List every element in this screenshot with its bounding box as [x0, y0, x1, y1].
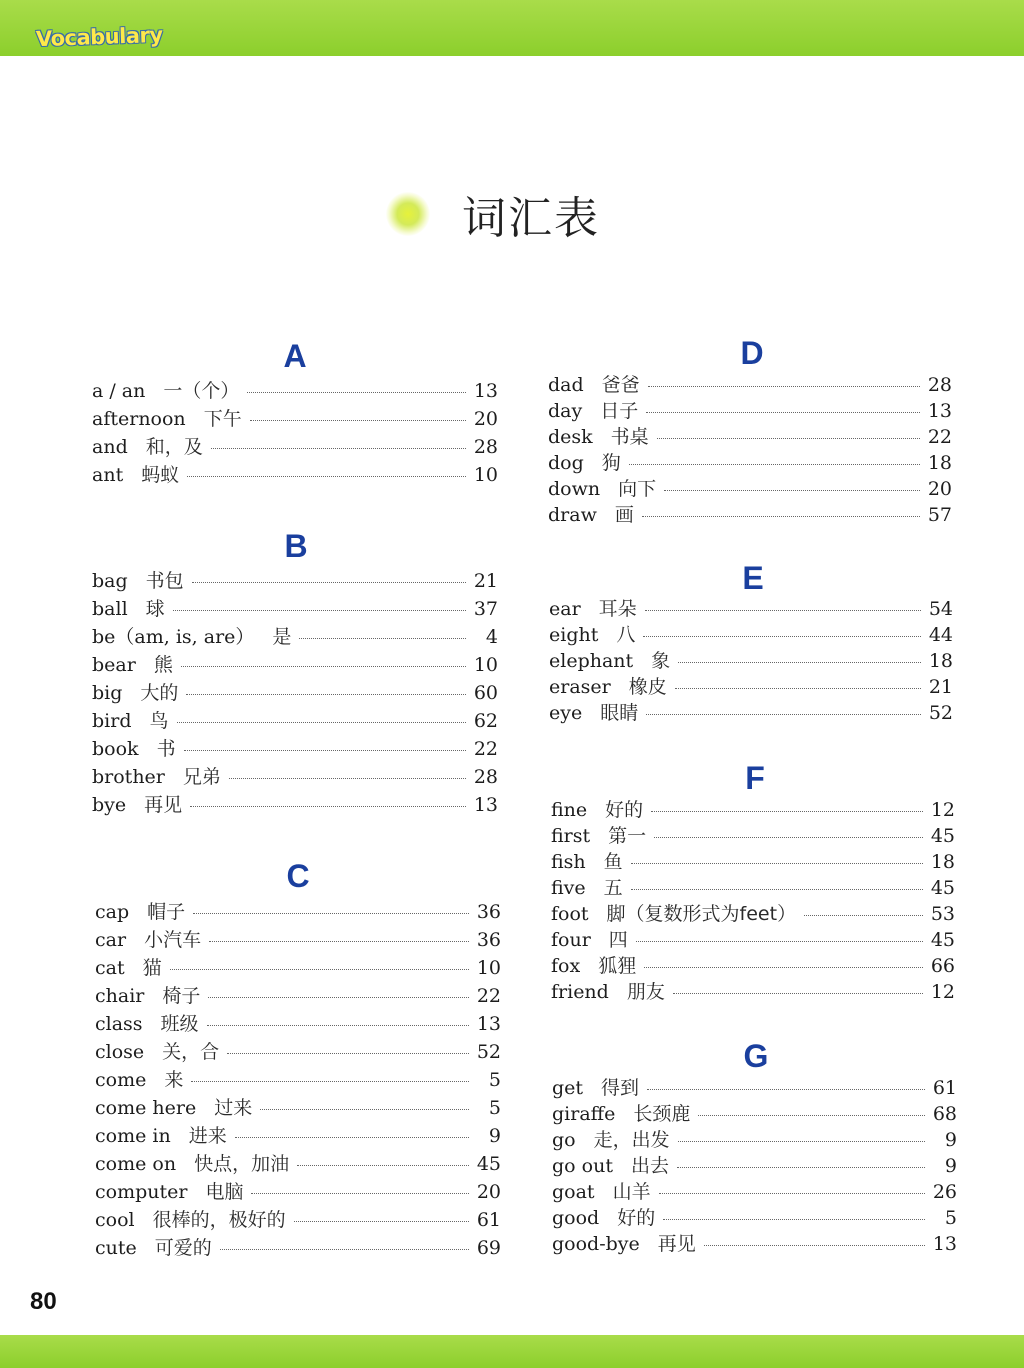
entry-translation: 朋友 [626, 981, 665, 1003]
entry-page-number: 20 [473, 408, 498, 430]
dot-leader [646, 713, 921, 715]
entry-page-number: 13 [927, 400, 952, 422]
vocab-entry [548, 396, 952, 422]
entry-translation: 进来 [188, 1125, 227, 1147]
dot-leader [629, 463, 920, 465]
entry-word: brother [92, 766, 165, 788]
entry-translation: 可爱的 [154, 1237, 212, 1259]
vocab-entry [95, 897, 501, 923]
dot-leader [657, 437, 920, 439]
entry-page-number: 45 [476, 1153, 501, 1175]
entry-translation: 小汽车 [144, 929, 202, 951]
entry-word: eye [549, 702, 583, 724]
entry-translation: 和，及 [145, 436, 203, 458]
entry-word: cap [95, 901, 130, 923]
entry-page-number: 21 [473, 570, 498, 592]
vocab-entry [552, 1177, 957, 1203]
vocab-entry [95, 1037, 501, 1063]
vocab-entry [549, 672, 953, 698]
entry-page-number: 54 [928, 598, 953, 620]
dot-leader [170, 968, 469, 970]
entry-page-number: 13 [473, 794, 498, 816]
dot-leader [654, 836, 923, 838]
entry-translation: 好的 [617, 1207, 656, 1229]
dot-leader [299, 637, 466, 639]
entry-translation: 蚂蚁 [141, 464, 180, 486]
dot-leader [177, 721, 467, 723]
entry-translation: 大的 [140, 682, 179, 704]
entry-word: come on [95, 1153, 177, 1175]
entry-page-number: 9 [944, 1129, 957, 1151]
entry-page-number: 45 [930, 877, 955, 899]
entry-word: cool [95, 1209, 135, 1231]
entry-translation: 好的 [605, 799, 644, 821]
dot-leader [678, 661, 921, 663]
entry-word: big [92, 682, 123, 704]
entry-word: bye [92, 794, 127, 816]
entry-page-number: 36 [476, 929, 501, 951]
entry-word: get [552, 1077, 584, 1099]
entry-word: bag [92, 570, 128, 592]
entry-word: a / an [92, 380, 146, 402]
page-number: 80 [30, 1288, 57, 1315]
entry-page-number: 13 [932, 1233, 957, 1255]
entry-word: eight [549, 624, 599, 646]
entry-translation: 四 [608, 929, 628, 951]
entry-page-number: 18 [928, 650, 953, 672]
dot-leader [704, 1244, 925, 1246]
entry-word: go [552, 1129, 576, 1151]
dot-leader [191, 1080, 469, 1082]
entry-translation: 长颈鹿 [633, 1103, 691, 1125]
entry-translation: 得到 [601, 1077, 640, 1099]
entry-page-number: 45 [930, 825, 955, 847]
entry-word: dad [548, 374, 584, 396]
entry-page-number: 9 [944, 1155, 957, 1177]
entry-word: fine [551, 799, 588, 821]
entry-translation: 电脑 [205, 1181, 244, 1203]
entry-translation: 来 [164, 1069, 184, 1091]
entry-translation: 猫 [142, 957, 162, 979]
section-letter-g: G [743, 1038, 769, 1074]
entry-translation: 五 [603, 877, 623, 899]
vocab-entry [92, 790, 498, 816]
entry-word: car [95, 929, 127, 951]
dot-leader [297, 1164, 469, 1166]
dot-leader [247, 391, 466, 393]
dot-leader [211, 447, 466, 449]
entry-word: dog [548, 452, 584, 474]
entry-word: come here [95, 1097, 197, 1119]
entry-translation: 走，出发 [593, 1129, 670, 1151]
entry-word: cat [95, 957, 125, 979]
dot-leader [678, 1140, 925, 1142]
entry-page-number: 5 [488, 1069, 501, 1091]
entry-word: draw [548, 504, 597, 526]
dot-leader [294, 1220, 469, 1222]
entry-word: book [92, 738, 139, 760]
dot-leader [208, 996, 469, 998]
entry-word: down [548, 478, 601, 500]
entry-page-number: 22 [473, 738, 498, 760]
entry-word: good-bye [552, 1233, 640, 1255]
vocab-entry [551, 847, 955, 873]
entry-word: ear [549, 598, 581, 620]
entry-word: computer [95, 1181, 188, 1203]
entry-page-number: 57 [927, 504, 952, 526]
dot-leader [207, 1024, 469, 1026]
entry-word: giraffe [552, 1103, 616, 1125]
vocab-entry [95, 1205, 501, 1231]
entry-word: cute [95, 1237, 137, 1259]
entry-word: four [551, 929, 591, 951]
vocab-entry [92, 376, 498, 402]
vocab-entry [92, 566, 498, 592]
dot-leader [260, 1108, 469, 1110]
dot-leader [644, 966, 923, 968]
vocab-entry [95, 953, 501, 979]
vocab-entry [92, 650, 498, 676]
entry-translation: 橡皮 [628, 676, 667, 698]
dot-leader [192, 581, 466, 583]
vocab-entry [552, 1229, 957, 1255]
dot-leader [181, 665, 466, 667]
entry-translation: 狗 [601, 452, 621, 474]
entry-page-number: 18 [927, 452, 952, 474]
dot-leader [184, 749, 466, 751]
entry-word: ant [92, 464, 124, 486]
entry-translation: 是 [272, 626, 292, 648]
entry-page-number: 26 [932, 1181, 957, 1203]
entry-word: afternoon [92, 408, 186, 430]
entry-word: desk [548, 426, 593, 448]
dot-leader [677, 1166, 925, 1168]
section-letter-a: A [283, 338, 307, 374]
entry-page-number: 4 [485, 626, 498, 648]
vocab-entry [552, 1125, 957, 1151]
section-letter-e: E [742, 560, 764, 596]
entry-word: good [552, 1207, 600, 1229]
dot-leader [663, 1218, 925, 1220]
dot-leader [651, 810, 923, 812]
entry-page-number: 28 [473, 436, 498, 458]
dot-leader [642, 515, 920, 517]
entry-translation: 眼睛 [600, 702, 639, 724]
entry-word: come in [95, 1125, 171, 1147]
entry-page-number: 44 [928, 624, 953, 646]
entry-translation: 过来 [214, 1097, 253, 1119]
vocab-entry [95, 1233, 501, 1259]
vocab-entry [549, 620, 953, 646]
dot-leader [645, 609, 921, 611]
entry-page-number: 69 [476, 1237, 501, 1259]
vocab-entry [95, 981, 501, 1007]
dot-leader [251, 1192, 469, 1194]
vocabulary-logo: Vocabulary [35, 22, 163, 52]
entry-word: fox [551, 955, 581, 977]
dot-leader [664, 489, 920, 491]
entry-translation: 八 [616, 624, 636, 646]
dot-leader [173, 609, 466, 611]
entry-word: goat [552, 1181, 595, 1203]
vocab-entry [552, 1203, 957, 1229]
vocab-entry [95, 1093, 501, 1119]
entry-page-number: 22 [927, 426, 952, 448]
entry-page-number: 10 [473, 654, 498, 676]
entry-page-number: 12 [930, 981, 955, 1003]
vocab-entry [548, 422, 952, 448]
entry-translation: 出去 [630, 1155, 669, 1177]
dot-leader [648, 385, 920, 387]
dot-leader [643, 635, 921, 637]
entry-translation: 再见 [657, 1233, 696, 1255]
entry-page-number: 21 [928, 676, 953, 698]
entry-translation: 画 [614, 504, 634, 526]
header-bar [0, 0, 1024, 56]
entry-translation: 山羊 [612, 1181, 651, 1203]
entry-word: eraser [549, 676, 611, 698]
entry-page-number: 10 [473, 464, 498, 486]
bullet-dot-icon [386, 192, 430, 236]
entry-word: friend [551, 981, 609, 1003]
dot-leader [209, 940, 469, 942]
entry-page-number: 36 [476, 901, 501, 923]
entry-word: day [548, 400, 583, 422]
entry-translation: 再见 [144, 794, 183, 816]
entry-translation: 书 [156, 738, 176, 760]
entry-page-number: 5 [944, 1207, 957, 1229]
entry-page-number: 28 [473, 766, 498, 788]
entry-translation: 脚（复数形式为feet） [606, 903, 797, 925]
dot-leader [698, 1114, 925, 1116]
entry-word: class [95, 1013, 143, 1035]
dot-leader [250, 419, 466, 421]
vocab-entry [95, 1177, 501, 1203]
entry-translation: 关，合 [162, 1041, 220, 1063]
dot-leader [636, 940, 923, 942]
section-letter-d: D [740, 335, 764, 371]
entry-translation: 球 [145, 598, 165, 620]
dot-leader [190, 805, 466, 807]
vocab-entry [95, 925, 501, 951]
entry-page-number: 61 [932, 1077, 957, 1099]
entry-page-number: 18 [930, 851, 955, 873]
entry-page-number: 45 [930, 929, 955, 951]
entry-word: bird [92, 710, 132, 732]
entry-word: be（am, is, are） [92, 626, 255, 648]
vocab-entry [551, 795, 955, 821]
section-letter-b: B [284, 528, 308, 564]
vocab-entry [95, 1065, 501, 1091]
entry-translation: 熊 [153, 654, 173, 676]
entry-translation: 耳朵 [598, 598, 637, 620]
vocab-entry [552, 1099, 957, 1125]
entry-translation: 椅子 [162, 985, 201, 1007]
entry-translation: 班级 [160, 1013, 199, 1035]
vocab-entry [92, 594, 498, 620]
vocab-entry [95, 1009, 501, 1035]
entry-page-number: 62 [473, 710, 498, 732]
entry-translation: 鸟 [149, 710, 169, 732]
vocab-entry [551, 977, 955, 1003]
dot-leader [631, 862, 923, 864]
entry-page-number: 13 [476, 1013, 501, 1035]
entry-word: first [551, 825, 591, 847]
dot-leader [804, 914, 923, 916]
entry-word: elephant [549, 650, 634, 672]
vocab-entry [551, 873, 955, 899]
vocab-entry [549, 594, 953, 620]
vocab-entry [551, 925, 955, 951]
vocab-entry [548, 448, 952, 474]
dot-leader [220, 1248, 469, 1250]
entry-word: bear [92, 654, 136, 676]
entry-translation: 快点，加油 [194, 1153, 290, 1175]
vocab-entry [92, 622, 498, 648]
footer-bar [0, 1335, 1024, 1368]
vocab-entry [92, 460, 498, 486]
entry-word: and [92, 436, 128, 458]
vocab-entry [552, 1151, 957, 1177]
vocab-entry [92, 678, 498, 704]
entry-page-number: 20 [476, 1181, 501, 1203]
entry-word: chair [95, 985, 145, 1007]
entry-translation: 向下 [618, 478, 657, 500]
entry-translation: 书包 [145, 570, 184, 592]
entry-translation: 一（个） [163, 380, 240, 402]
entry-translation: 下午 [203, 408, 242, 430]
vocab-entry [548, 500, 952, 526]
vocab-entry [92, 762, 498, 788]
dot-leader [186, 693, 466, 695]
entry-page-number: 13 [473, 380, 498, 402]
entry-page-number: 52 [476, 1041, 501, 1063]
entry-translation: 爸爸 [601, 374, 640, 396]
entry-word: come [95, 1069, 147, 1091]
dot-leader [647, 1088, 925, 1090]
entry-translation: 很棒的，极好的 [152, 1209, 286, 1231]
entry-translation: 日子 [600, 400, 639, 422]
dot-leader [193, 912, 469, 914]
page-title: 词汇表 [462, 193, 600, 244]
entry-page-number: 20 [927, 478, 952, 500]
entry-page-number: 61 [476, 1209, 501, 1231]
dot-leader [229, 777, 466, 779]
vocab-entry [548, 370, 952, 396]
entry-word: go out [552, 1155, 613, 1177]
entry-word: fish [551, 851, 586, 873]
dot-leader [631, 888, 923, 890]
vocab-entry [92, 432, 498, 458]
vocab-entry [551, 821, 955, 847]
entry-translation: 帽子 [147, 901, 186, 923]
entry-translation: 书桌 [610, 426, 649, 448]
entry-translation: 第一 [608, 825, 647, 847]
entry-page-number: 9 [488, 1125, 501, 1147]
entry-page-number: 66 [930, 955, 955, 977]
entry-translation: 狐狸 [598, 955, 637, 977]
entry-page-number: 37 [473, 598, 498, 620]
entry-page-number: 28 [927, 374, 952, 396]
vocab-entry [92, 734, 498, 760]
entry-word: ball [92, 598, 128, 620]
section-letter-f: F [745, 760, 765, 796]
entry-page-number: 10 [476, 957, 501, 979]
section-letter-c: C [286, 858, 310, 894]
vocab-entry [548, 474, 952, 500]
vocab-entry [551, 951, 955, 977]
dot-leader [235, 1136, 469, 1138]
entry-page-number: 52 [928, 702, 953, 724]
vocab-entry [551, 899, 955, 925]
vocab-entry [95, 1121, 501, 1147]
entry-translation: 兄弟 [182, 766, 221, 788]
vocab-entry [549, 646, 953, 672]
entry-page-number: 60 [473, 682, 498, 704]
dot-leader [675, 687, 921, 689]
vocab-entry [92, 404, 498, 430]
entry-word: close [95, 1041, 145, 1063]
entry-translation: 象 [651, 650, 671, 672]
vocab-entry [92, 706, 498, 732]
entry-page-number: 12 [930, 799, 955, 821]
dot-leader [646, 411, 920, 413]
entry-word: five [551, 877, 586, 899]
entry-page-number: 22 [476, 985, 501, 1007]
vocab-entry [95, 1149, 501, 1175]
entry-page-number: 53 [930, 903, 955, 925]
dot-leader [673, 992, 923, 994]
dot-leader [187, 475, 466, 477]
dot-leader [227, 1052, 469, 1054]
dot-leader [659, 1192, 925, 1194]
vocab-entry [552, 1073, 957, 1099]
entry-page-number: 68 [932, 1103, 957, 1125]
entry-word: foot [551, 903, 589, 925]
vocab-entry [549, 698, 953, 724]
entry-page-number: 5 [488, 1097, 501, 1119]
entry-translation: 鱼 [603, 851, 623, 873]
